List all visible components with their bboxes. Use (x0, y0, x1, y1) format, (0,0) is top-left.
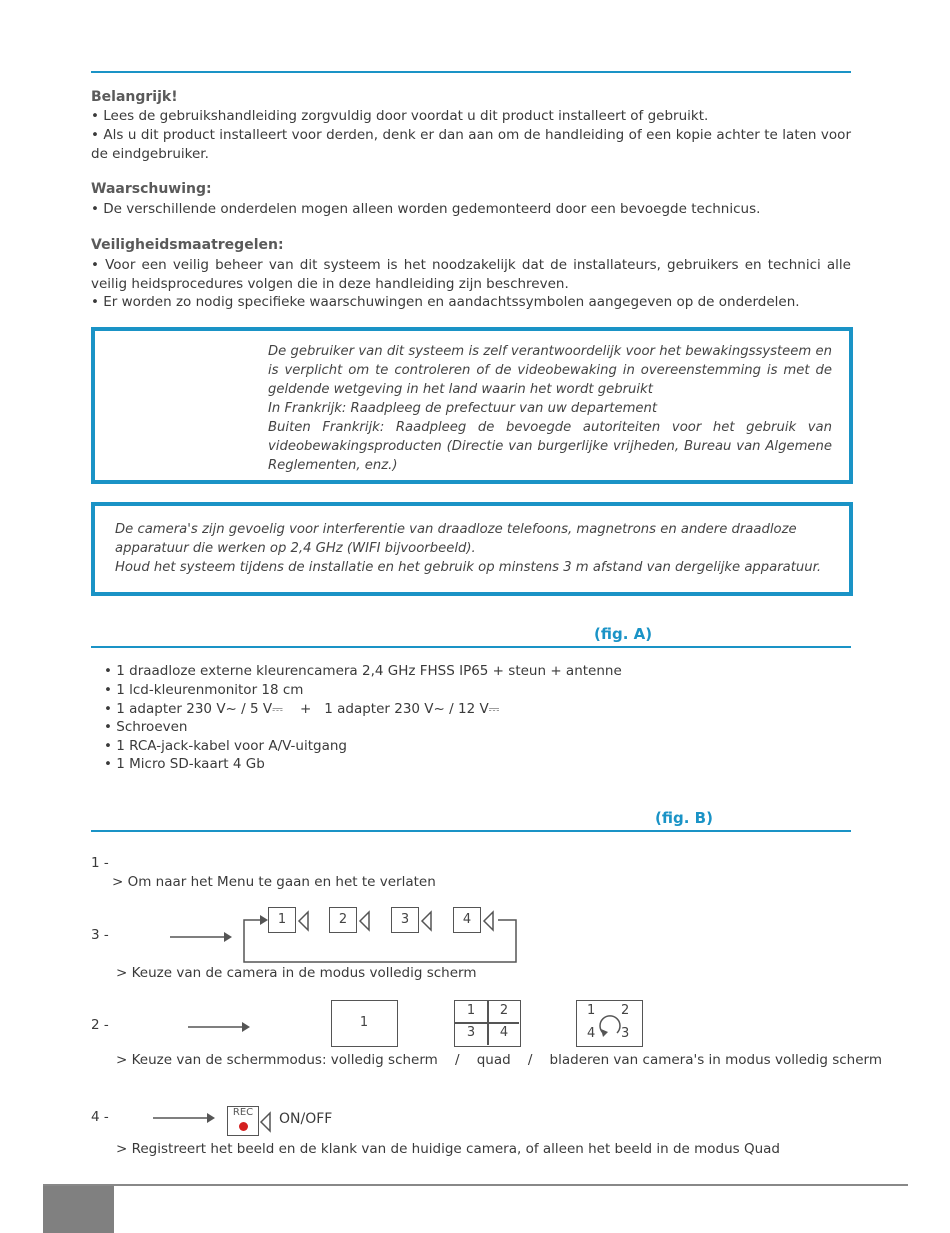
top-divider (91, 71, 851, 73)
fig-a-divider (91, 646, 851, 648)
quad-cell-2: 2 (499, 1003, 509, 1018)
quad-mode-icon (454, 1000, 521, 1047)
full-screen-label: 1 (359, 1015, 369, 1030)
control-3-description: > Keuze van de camera in de modus volledig scherm (116, 965, 477, 981)
quad-cell-1: 1 (466, 1003, 476, 1018)
warning-line-1: • De verschillende onderdelen mogen alleen worden gedemonteerd door een bevoegde technicus. (91, 201, 761, 217)
camera-tile-4 (453, 907, 509, 935)
camera-icon (297, 910, 311, 932)
important-heading: Belangrijk! (91, 89, 178, 105)
rotate-arrow-icon (595, 1007, 625, 1041)
camera-icon (482, 910, 496, 932)
control-3-number: 3 - (91, 927, 109, 943)
camera-tile-2 (329, 907, 385, 935)
cycle-cell-1: 1 (587, 1003, 596, 1018)
camera-number-4: 4 (453, 907, 481, 933)
cycle-mode-icon (576, 1000, 643, 1047)
camera-number-3: 3 (391, 907, 419, 933)
arrow-right-icon (151, 1107, 217, 1129)
warning-heading: Waarschuwing: (91, 181, 212, 197)
record-dot-icon (239, 1122, 248, 1131)
cycle-cell-3: 4 (587, 1026, 596, 1041)
control-1-description: > Om naar het Menu te gaan en het te verlaten (112, 874, 436, 890)
safety-line-1: • Voor een veilig beheer van dit systeem is het noodzakelijk dat de installateurs, gebruikers en technici alle veilig heidsprocedures volgen die in deze handleiding zijn beschreven. (91, 257, 851, 292)
interference-line-2: Houd het systeem tijdens de installatie en het gebruik op minstens 3 m afstand van dergelijke apparatuur. (115, 560, 822, 575)
full-screen-mode-icon (331, 1000, 398, 1047)
important-line-2: • Als u dit product installeert voor derden, denk er dan aan om de handleiding of een kopie achter te laten voor de eindgebruiker. (91, 127, 851, 162)
fig-b-divider (91, 830, 851, 832)
fig-a-label: (fig. A) (594, 625, 653, 643)
quad-cell-3: 3 (466, 1025, 476, 1040)
footer-divider (43, 1184, 908, 1186)
camera-icon (358, 910, 372, 932)
control-2-number: 2 - (91, 1017, 109, 1033)
package-item-2: • 1 lcd-kleurenmonitor 18 cm (104, 682, 304, 698)
rec-label: REC (232, 1107, 254, 1118)
legal-notice-box (91, 327, 853, 484)
camera-icon (420, 910, 434, 932)
control-1-number: 1 - (91, 855, 109, 871)
package-item-4: • Schroeven (104, 719, 188, 735)
legal-notice-line-2: In Frankrijk: Raadpleeg de prefectuur van uw departement (268, 401, 658, 416)
legal-notice-line-1: De gebruiker van dit systeem is zelf verantwoordelijk voor het bewakingssysteem en is verplicht om te controleren of de videobewaking in overeenstemming is met de geldende wetgeving in het land waarin het wordt gebruikt (268, 344, 832, 397)
safety-heading: Veiligheidsmaatregelen: (91, 237, 284, 253)
cycle-cell-4: 3 (621, 1026, 630, 1041)
control-4-description: > Registreert het beeld en de klank van de huidige camera, of alleen het beeld in de modus Quad (116, 1141, 780, 1157)
camera-tile-3 (391, 907, 447, 935)
legal-notice-line-3: Buiten Frankrijk: Raadpleeg de bevoegde autoriteiten voor het gebruik van videobewakingsproducten (Directie van burgerlijke vrijheden, Bureau van Algemene Reglementen, enz.) (268, 420, 832, 473)
page-number-block (43, 1186, 114, 1233)
control-4-number: 4 - (91, 1109, 109, 1125)
camera-number-1: 1 (268, 907, 296, 933)
interference-line-1: De camera's zijn gevoelig voor interferentie van draadloze telefoons, magnetrons en andere draadloze apparatuur die werken op 2,4 GHz (WIFI bijvoorbeeld). (115, 522, 797, 556)
quad-cell-4: 4 (499, 1025, 509, 1040)
interference-notice-box (91, 502, 853, 596)
package-item-5: • 1 RCA-jack-kabel voor A/V-uitgang (104, 738, 347, 754)
camera-number-2: 2 (329, 907, 357, 933)
camera-icon (259, 1111, 273, 1133)
package-item-1: • 1 draadloze externe kleurencamera 2,4 GHz FHSS IP65 + steun + antenne (104, 663, 622, 679)
control-2-description: > Keuze van de schermmodus: volledig scherm / quad / bladeren van camera's in modus volledig scherm (116, 1052, 883, 1068)
fig-b-label: (fig. B) (655, 809, 713, 827)
arrow-right-icon (168, 925, 234, 949)
important-line-1: • Lees de gebruikshandleiding zorgvuldig door voordat u dit product installeert of gebruikt. (91, 108, 709, 124)
on-off-label: ON/OFF (279, 1111, 333, 1127)
record-button-icon (227, 1106, 273, 1138)
package-item-3: • 1 adapter 230 V~ / 5 V⎓ + 1 adapter 230 V~ / 12 V⎓ (104, 701, 500, 717)
package-item-6: • 1 Micro SD-kaart 4 Gb (104, 756, 265, 772)
camera-tile-1 (268, 907, 324, 935)
cycle-cell-2: 2 (621, 1003, 630, 1018)
safety-line-2: • Er worden zo nodig specifieke waarschuwingen en aandachtssymbolen aangegeven op de onderdelen. (91, 294, 800, 310)
arrow-right-icon (186, 1016, 252, 1038)
